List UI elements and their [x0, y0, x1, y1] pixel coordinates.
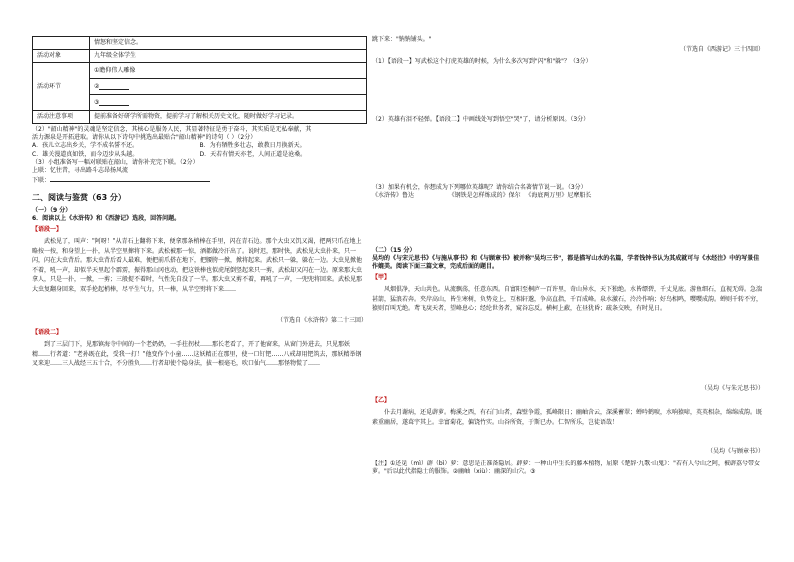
table-row	[33, 37, 367, 50]
option-d[interactable]: D．天若有情天亦老，人间正道是沧桑。	[199, 150, 307, 158]
jia-text: 风烟俱净，天山共色。从流飘荡，任意东西。自富阳至桐庐一百许里，奇山异水，天下独绝。水皆缥碧，千丈见底。游鱼细石，直视无碍。急湍甚箭，猛浪若奔。夹岸高山，皆生寒树，负势竞上，互相轩邈，争高直指，千百成峰。泉水激石，泠泠作响；好鸟相鸣，嘤嘤成韵。蝉则千转不穷，猿则百叫无绝。鸢飞戾天者，望峰息心；经纶世务者，窥谷忘反。横柯上蔽，在昼犹昏；疏条交映，有时见日。	[372, 285, 763, 313]
rq2-text: （2）英雄有泪不轻弹。【语段二】中画线处写到悟空"哭"了，请分析原因。（3分）	[372, 116, 590, 124]
excerpt1-source: （节选自《水浒传》第二十三回）	[276, 317, 367, 325]
excerpt2-text: 到了三层门下，见那镇海寺中间的一个老奶奶，一手拄拐杖……那长老看了，开了他窗来，从窗门外进去，只见那妖精……行者道："老孙既在此，受我一打！"他变作个小童……这妖精正在那里，使一口钉钯……八戒却用钯筑去，那妖精举钢叉来迎……三人战经三五十合，不分胜负……行者却使个隐身法，拔一根毫毛，吹口仙气……那怪物慌了……	[32, 341, 362, 368]
activity-table	[32, 36, 367, 124]
q3-upper: 上联：忆往昔，寻出路斗志昂扬风流	[32, 166, 129, 174]
continued-line: 跳下来："钠钠铺头。"	[372, 36, 432, 43]
right-column	[372, 36, 764, 478]
table-cell: 提前准备好研学所需物资，提前学习了解相关历史文化，随时做好学习记录。	[90, 111, 367, 124]
footnote: 【注】①还觅（mì）薜（bì）萝：意思是正准备隐居。薜萝：一种山中生长的藤本植物，屈原《楚辞·九歌·山鬼》："若有人兮山之阿，被薜荔兮带女萝。"后以此代指隐士的服饰。②幽岫（xiù）：幽深的山穴。③	[372, 460, 760, 476]
rq3-text: （3）加果有机会，你想成为下列哪位英雄呢？请你结合名著情节说一说。（3分）	[372, 184, 587, 192]
q2-text-2: 活力源泉是开拓进取。请你从以下诗句中挑选出最贴合"韶山精神"的诗句（ ）（2分）	[32, 134, 257, 142]
table-row	[33, 63, 367, 111]
q6-text: 6．阅读以上《水浒传》和《西游记》选段，回答问题。	[32, 214, 181, 222]
left-column	[32, 0, 367, 425]
part2-intro: 吴均的《与宋元思书》《与施从事书》和《与顾章书》被并称"吴均三书"，都是描写山水的名篇，学者钱钟书认为其成就可与《水经注》中的写景佳作媲美。阅读下面三篇文章，完成后面的题目。	[372, 254, 760, 270]
q2-options-row-2	[32, 151, 367, 159]
choice-luda[interactable]: 《水浒传》鲁达	[372, 192, 415, 200]
choice-nemo[interactable]: 《海底两万里》尼摩船长	[525, 192, 592, 200]
excerpt1-text: 武松见了，叫声："阿呀！"从青石上翻将下来，便拿那条梢棒在手里，闪在青石边。那个大虫又饥又渴，把两只爪在地上略按一按，和身望上一扑，从半空里撺将下来。武松被那一惊，酒都做冷汗出了。说时迟，那时快，武松见大虫扑来，只一闪，闪在大虫背后。那大虫背后看人最难，便把前爪搭在地下，把腰胯一掀，掀将起来。武松只一躲，躲在一边。大虫见掀他不着，吼一声，却似半天里起个霹雳，振得那山冈也动，把这铁棒也似虎尾倒竖起来只一剪，武松却又闪在一边。原来那大虫拿人，只是一扑，一掀，一剪；三般捉不着时，气性先自没了一半。那大虫又剪不着，再吼了一声，一兜兜将回来。武松见那大虫复翻身回来，双手抡起梢棒，尽平生气力，只一棒，从半空劈将下来……	[32, 238, 363, 293]
table-cell: 情怒和坚定信念。	[90, 37, 367, 50]
yi-text: 仆去月谢病，还觅薜萝。梅溪之西，有石门山者，森壁争霞，孤峰限日；幽岫含云，深溪蓄翠；蝉吟鹤唳，水响猿啼，英英相杂，绵绵成韵。既素重幽居，遂葺宇其上。幸富菊花，偏饶竹实。山谷所资，于斯已办。仁智所乐，岂徒语哉！	[372, 409, 763, 426]
rq3-options	[372, 192, 602, 200]
step-3[interactable]: ③	[90, 95, 366, 110]
answer-space-3[interactable]	[372, 201, 764, 247]
table-key: 活动对象	[33, 50, 90, 63]
table-cell: 九年级全体学生	[90, 50, 367, 63]
rq1-text: （1）【语段一】写武松这个打虎英雄的时候，为什么多次写到"闪"和"躲"？（3分）	[372, 58, 592, 66]
table-key: 活动注意事项	[33, 111, 90, 124]
q3-lower[interactable]: 下联：	[32, 175, 367, 185]
yi-source: （吴均《与顾章书》）	[706, 448, 764, 456]
answer-space-2[interactable]	[372, 124, 764, 184]
jia-tag: 【甲】	[372, 273, 391, 281]
option-a[interactable]: A．孩儿立志出乡关，学不成名誓不还。	[32, 142, 139, 150]
part1-label: （一）（9 分）	[32, 206, 72, 214]
step-2[interactable]: ②	[90, 79, 366, 95]
section-title: 二、阅读与鉴赏（63 分）	[32, 192, 126, 202]
excerpt2-tag: 【语段二】	[32, 329, 63, 337]
q3-text: （3）小组准备写一幅对联贴在韶山，请你补充完下联。（2分）	[32, 158, 199, 166]
option-c[interactable]: C．雄关漫道真如铁，而今迈步从头越。	[32, 150, 139, 158]
excerpt1-tag: 【语段一】	[32, 225, 63, 233]
table-row	[33, 111, 367, 124]
q2-text-1: （2）"韶山精神"的灵魂是坚定信念，其核心是服务人民，其显著特征是勇于奋斗，其实质是无私奉献，其	[32, 126, 312, 134]
option-b[interactable]: B．为有牺牲多壮志，敢教日月换新天。	[199, 142, 306, 150]
answer-space-1[interactable]	[372, 66, 764, 116]
yi-tag: 【乙】	[372, 397, 391, 405]
part2-label: （二）（15 分）	[372, 246, 416, 254]
choice-baoer[interactable]: 《钢铁是怎样炼成的》保尔	[448, 192, 521, 200]
q2-options-row-1	[32, 142, 367, 150]
continued-source: （节选自《西游记》三十四回）	[679, 46, 764, 54]
table-row	[33, 50, 367, 63]
table-key: 活动环节	[33, 63, 90, 111]
step-1: ①瞻仰伟人雕像	[90, 63, 366, 79]
jia-source: （吴均《与朱元思书》）	[700, 384, 764, 392]
